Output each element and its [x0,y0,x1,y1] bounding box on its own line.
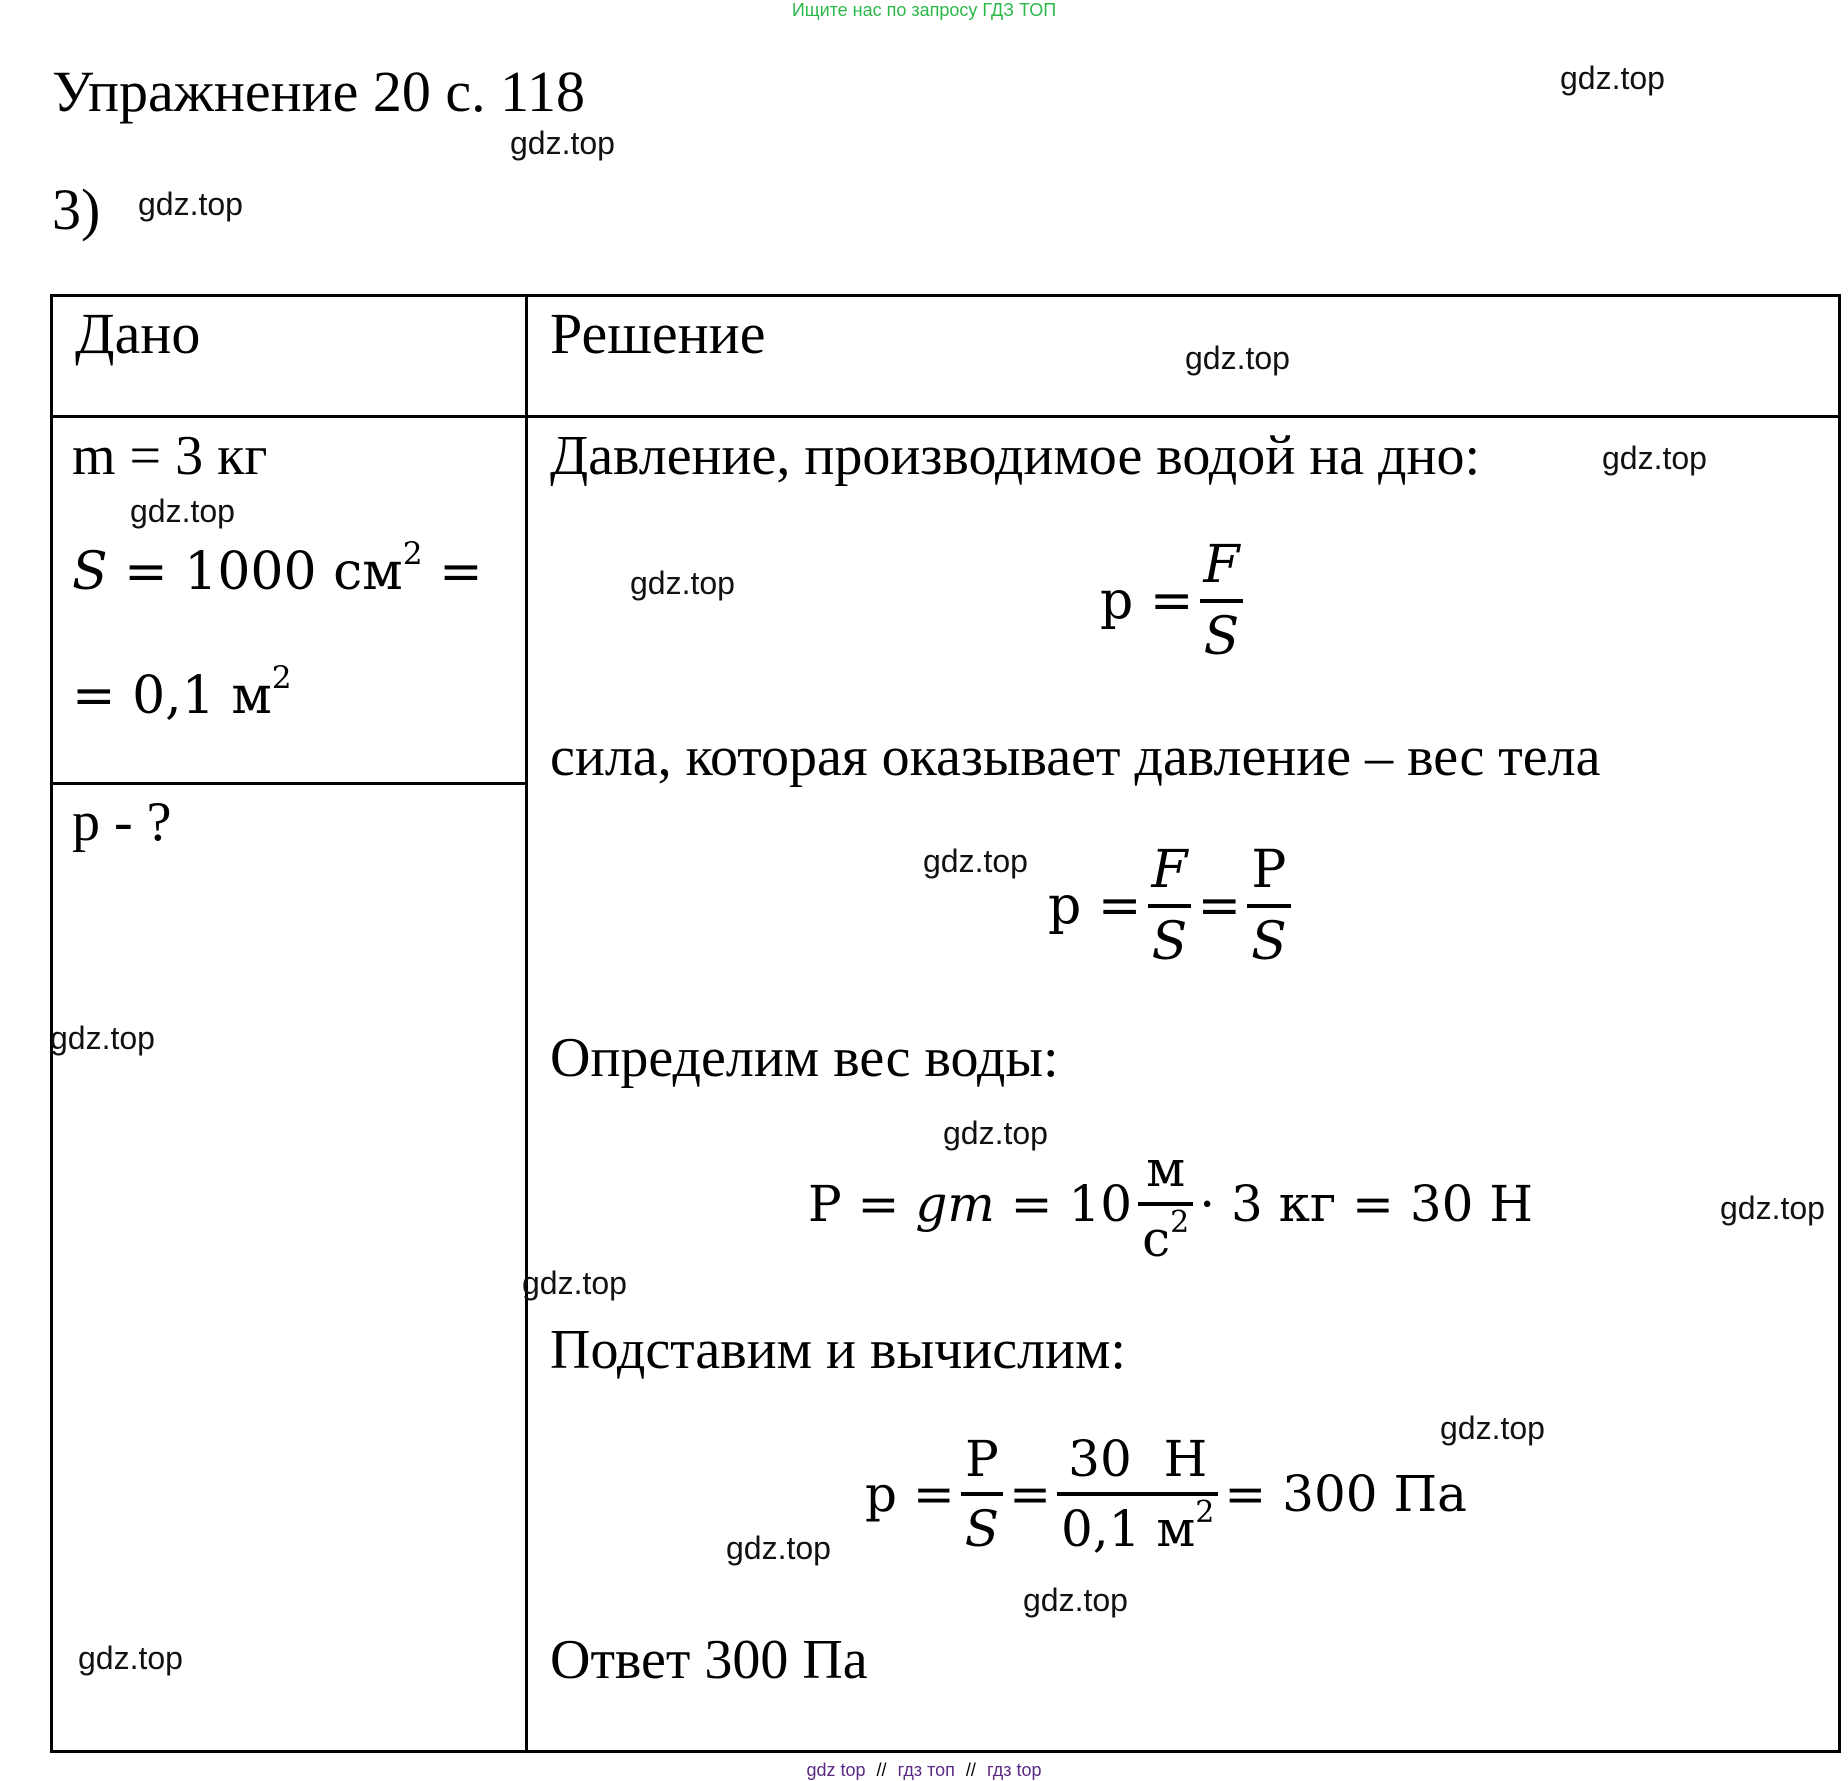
area-variable: S [72,542,108,602]
formula1-lhs: p = [1100,571,1194,631]
footer-separator: // [876,1760,887,1780]
formula2-num2: P [1251,840,1287,900]
watermark: gdz.top [726,1530,831,1566]
table-border-bottom [50,1750,1841,1753]
watermark: gdz.top [510,125,615,161]
answer-text: Ответ 300 Па [550,1629,868,1691]
formula-pressure-weight [1048,840,1297,972]
formula3-eq1: = 10 [1010,1175,1133,1233]
watermark: gdz.top [78,1640,183,1676]
formula1-den: S [1200,599,1244,667]
step3-text: Определим вес воды: [550,1027,1059,1089]
formula2-fraction-2 [1247,840,1291,972]
watermark: gdz.top [1602,440,1707,476]
footer-links [0,1760,1848,1781]
formula2-den1: S [1148,904,1192,972]
formula3-lhs: P = [808,1175,900,1233]
table-border-right [1838,294,1841,1753]
formula4-num1: P [965,1430,999,1488]
watermark: gdz.top [1023,1582,1128,1618]
solution-header: Решение [550,301,766,366]
given-area-si [72,660,292,726]
formula4-num2: 30 Н [1068,1430,1208,1488]
formula3-den: $с^2$ [1138,1202,1193,1268]
formula4-fraction-1 [961,1430,1003,1558]
watermark: gdz.top [130,493,235,529]
formula4-den1: S [961,1492,1003,1558]
step1-text: Давление, производимое водой на дно: [550,425,1481,487]
step2-text: сила, которая оказывает давление – вес тела [550,726,1601,788]
watermark: gdz.top [138,186,243,222]
formula-pressure [1100,535,1249,667]
watermark: gdz.top [630,565,735,601]
watermark: gdz.top [522,1265,627,1301]
watermark: gdz.top [1440,1410,1545,1446]
area-si-value: = 0,1 м [72,666,272,726]
table-header-divider [50,415,1841,418]
footer-separator: // [965,1760,976,1780]
watermark: gdz.top [1720,1190,1825,1226]
given-area [72,536,483,602]
formula1-fraction [1199,535,1243,667]
formula4-fraction-2 [1057,1430,1218,1558]
table-column-divider [525,294,528,1753]
formula3-gm: gm [915,1175,995,1233]
formula3-rest: · 3 кг = 30 Н [1199,1175,1533,1233]
footer-link-3[interactable]: гдз top [986,1760,1042,1780]
table-border-top [50,294,1841,297]
formula2-den2: S [1247,904,1291,972]
top-banner[interactable]: Ищите нас по запросу ГДЗ ТОП [791,0,1057,20]
area-exponent: 2 [402,536,423,573]
given-divider [50,782,528,785]
formula2-fraction-1 [1147,840,1191,972]
page-title: Упражнение 20 с. 118 [52,59,586,124]
formula2-num1: F [1151,840,1188,900]
given-mass: m = 3 кг [72,425,268,487]
watermark: gdz.top [50,1020,155,1056]
watermark: gdz.top [943,1115,1048,1151]
footer-link-2[interactable]: гдз топ [897,1760,955,1780]
formula1-num: F [1203,535,1240,595]
formula-weight [808,1140,1533,1268]
formula2-lhs: p = [1048,876,1142,936]
area-value: = 1000 см [107,542,403,602]
given-header: Дано [75,301,201,366]
formula-result [865,1430,1467,1558]
watermark: gdz.top [923,843,1028,879]
step4-text: Подставим и вычислим: [550,1319,1126,1381]
formula3-num: м [1146,1140,1186,1198]
formula4-lhs: p = [865,1465,955,1523]
given-unknown: p - ? [72,791,172,853]
area-tail: = [422,542,483,602]
watermark: gdz.top [1185,340,1290,376]
formula4-den2: 0,1 $м^2$ [1057,1492,1218,1558]
formula3-fraction [1138,1140,1193,1268]
area-si-exponent: 2 [271,660,292,697]
footer-link-1[interactable]: gdz top [806,1760,866,1780]
watermark: gdz.top [1560,60,1665,96]
formula2-eq: = [1197,876,1242,936]
formula4-result: = 300 Па [1224,1465,1467,1523]
problem-number: 3) [52,177,101,242]
formula4-eq: = [1009,1465,1051,1523]
